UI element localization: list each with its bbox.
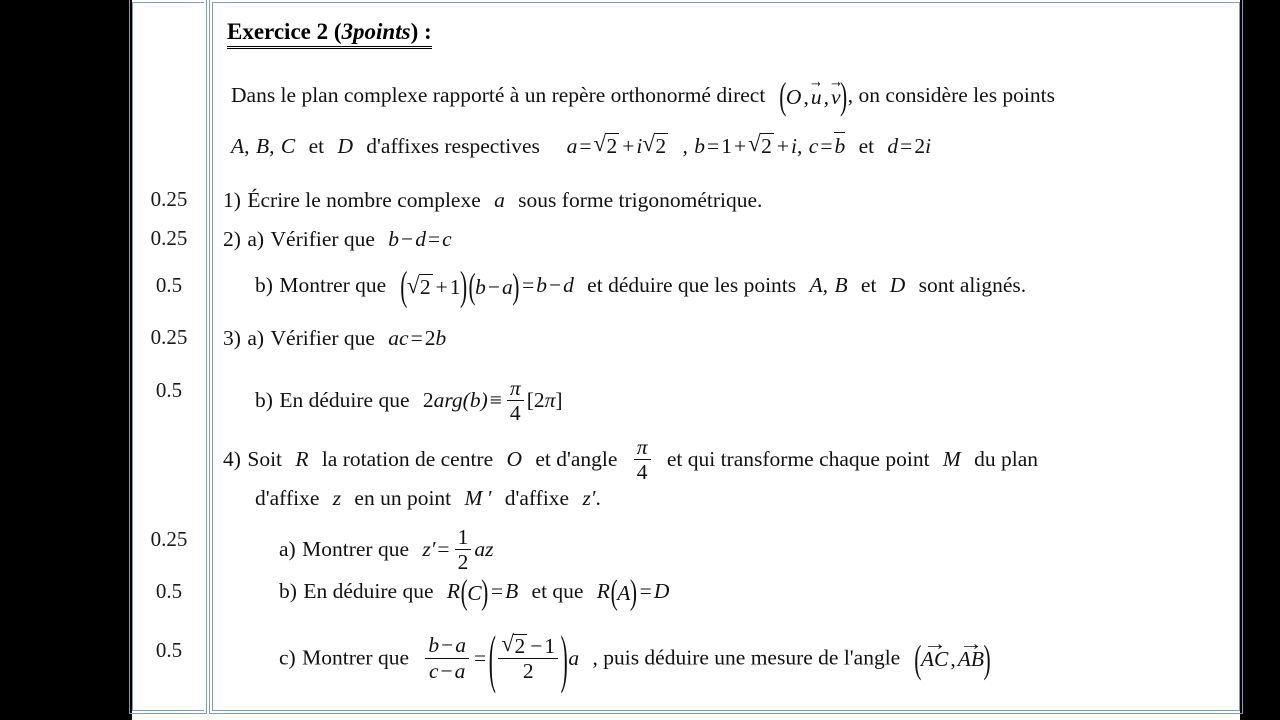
question-4a-text: Montrer que (302, 537, 410, 561)
question-4a (279, 524, 494, 575)
sqrt-2-a1: √ 2 (593, 133, 619, 159)
question-4-text-1: Soit (247, 447, 283, 471)
exercise-title-suffix: ) : (410, 19, 432, 44)
point-D: D (337, 134, 353, 158)
question-4-line2-text-1: d'affixe (255, 486, 320, 510)
equation-R-C-equals-B: R ( C ) =B (447, 579, 518, 603)
mark-q3a: 0.25 (150, 325, 188, 349)
question-2b (255, 273, 1026, 300)
question-2b-letter: b) (255, 273, 273, 297)
affix-symbol-z-prime: z′ (582, 486, 596, 510)
question-4c-text: Montrer que (302, 645, 410, 670)
question-2a-letter: a) (247, 227, 265, 251)
question-4-line-2 (255, 486, 601, 511)
question-3-number: 3) (223, 326, 241, 350)
question-2b-text-mid: et déduire que les points (587, 273, 797, 297)
document-sheet (132, 0, 1240, 720)
mark-q1: 0.25 (150, 187, 188, 211)
exercise-title (227, 19, 432, 49)
question-3b (255, 375, 563, 426)
question-4b-et-que: et que (531, 579, 584, 603)
mark-q4c: 0.5 (155, 638, 183, 662)
mark-q4a: 0.25 (150, 527, 188, 551)
question-4c (279, 635, 991, 684)
intro-line-1-text: Dans le plan complexe rapporté à un repère orthonormé direct (231, 83, 766, 107)
question-4b-text: En déduire que (303, 579, 434, 603)
equation-2arg-b: 2arg(b)≡ $\frac{\pi}{4}$ [2π] (422, 375, 563, 426)
question-4a-letter: a) (279, 537, 296, 561)
comma-2: , (796, 134, 803, 158)
fraction-sqrt2-minus-1-over-2: ( √ $\frac{2 -1}{2}$ (498, 634, 558, 683)
intro-line-1 (231, 83, 1055, 109)
question-2-number: 2) (223, 227, 241, 251)
mark-q4b: 0.5 (155, 579, 183, 603)
center-symbol-O: O (506, 447, 522, 471)
exercise-title-prefix: Exercice 2 ( (227, 19, 342, 44)
sqrt-2-a2: √ 2 (642, 133, 668, 159)
question-4-text-2: la rotation de centre (321, 447, 494, 471)
question-3a (223, 326, 446, 351)
exercise-table (132, 2, 1240, 711)
mark-q3b: 0.5 (155, 378, 183, 402)
question-2a-text: Vérifier que (270, 227, 375, 251)
question-4-line2-text-3: d'affixe (504, 486, 570, 510)
paren-C: ( C ) (460, 581, 489, 606)
question-1 (223, 188, 762, 213)
mark-q2b: 0.5 (155, 273, 183, 297)
affix-c-definition: c=b (808, 134, 846, 158)
question-4-number: 4) (223, 447, 241, 471)
affix-symbol-z: z (332, 486, 342, 510)
equation-ratio-b-a-over-c-a: $\frac{b-a}{c-a}$ = ( √ $\frac{2 -1}{2}$ ) a (422, 646, 579, 670)
question-4b (279, 579, 669, 605)
intro-affixes-label: d'affixes respectives (366, 134, 540, 158)
equation-sqrt2-plus-1: ( √ 2 +1 ) ( b−a ) =b−d (400, 273, 574, 297)
point-symbol-M-prime: M ′ (464, 486, 492, 510)
question-4-text-5: du plan (974, 447, 1039, 471)
aligned-point-A: A, (809, 273, 828, 297)
point-O: O (785, 84, 802, 109)
question-2b-et: et (860, 273, 877, 297)
sqrt-2-q4c: √ 2 (501, 634, 527, 658)
question-2b-text: Montrer que (279, 273, 387, 297)
question-3a-text: Vérifier que (270, 326, 375, 350)
aligned-point-B: B (834, 273, 848, 297)
question-4c-text-after: , puis déduire une mesure de l'angle (592, 645, 901, 670)
question-4b-letter: b) (279, 579, 297, 603)
paren-sqrt2-minus-1-over-2 (488, 635, 568, 684)
vector-u: → u (811, 78, 822, 109)
question-3b-letter: b) (255, 388, 273, 412)
rotation-symbol-R: R (295, 447, 309, 471)
question-1-symbol: a (494, 188, 505, 212)
point-C: C (280, 134, 296, 158)
question-4-text-4: et qui transforme chaque point (666, 447, 930, 471)
comma-1: , (682, 134, 688, 158)
equation-zprime-equals-half-az: z′= $\frac{1}{2}$ az (422, 524, 494, 575)
intro-et-1: et (308, 134, 325, 158)
point-symbol-M: M (942, 447, 961, 471)
sqrt-2-q2b: √ 2 (407, 274, 433, 300)
fraction-pi-over-4: $\frac{\pi}{4}$ (507, 377, 524, 425)
affix-b-definition: b=1+ √ 2 +i (694, 134, 797, 158)
fraction-angle-pi-over-4: $\frac{\pi}{4}$ (634, 436, 651, 484)
paren-b-minus-a: ( b−a ) (468, 275, 520, 300)
intro-line-1-suffix: , on considère les points (847, 83, 1055, 107)
vector-AC: → AC (921, 641, 948, 672)
marks-column (132, 2, 204, 711)
fraction-b-minus-a-over-c-minus-a: $\frac{b-a}{c-a}$ (425, 634, 469, 682)
conjugate-b: b (834, 134, 846, 158)
question-4-line2-text-2: en un point (354, 486, 452, 510)
question-4-line2-period: . (595, 486, 601, 510)
question-1-text-after: sous forme trigonométrique. (518, 188, 763, 212)
aligned-point-D: D (889, 273, 906, 297)
paren-sqrt2-plus-1: ( √ 2 +1 ) (400, 274, 468, 300)
affix-a-definition: a= √ 2 +i √ 2 (567, 134, 670, 158)
equation-ac-equals-2b: ac=2b (388, 326, 447, 350)
question-2b-text-after: sont alignés. (918, 273, 1027, 297)
fraction-one-half: $\frac{1}{2}$ (455, 526, 472, 574)
intro-line-2 (231, 130, 931, 159)
paren-A: ( A ) (610, 581, 638, 606)
exercise-body-column (212, 2, 1240, 711)
equation-R-A-equals-D: R ( A ) =D (597, 579, 670, 603)
point-A: A, (231, 134, 250, 158)
repere-group: ( O,→ u,→ v ) (779, 85, 848, 110)
question-4-line-1 (223, 434, 1039, 485)
equation-b-minus-d-equals-c: b−d=c (388, 227, 452, 251)
question-3a-letter: a) (247, 326, 265, 350)
question-1-text-before: Écrire le nombre complexe (247, 188, 481, 212)
question-1-number: 1) (223, 188, 241, 212)
affix-d-definition: d=2i (887, 134, 932, 158)
intro-et-2: et (858, 134, 875, 158)
vector-v: → v (831, 78, 841, 109)
question-2a (223, 227, 452, 252)
angle-AC-AB: ( → AC,→ AB ) (914, 647, 992, 672)
question-4c-letter: c) (279, 645, 296, 670)
point-B: B, (255, 134, 275, 158)
question-4-text-3: et d'angle (535, 447, 618, 471)
exercise-title-emphasis: 3points (341, 19, 411, 44)
vector-AB: → AB (958, 641, 984, 672)
mark-q2a: 0.25 (150, 226, 188, 250)
question-3b-text: En déduire que (279, 388, 410, 412)
sqrt-2-b: √ 2 (748, 133, 774, 159)
